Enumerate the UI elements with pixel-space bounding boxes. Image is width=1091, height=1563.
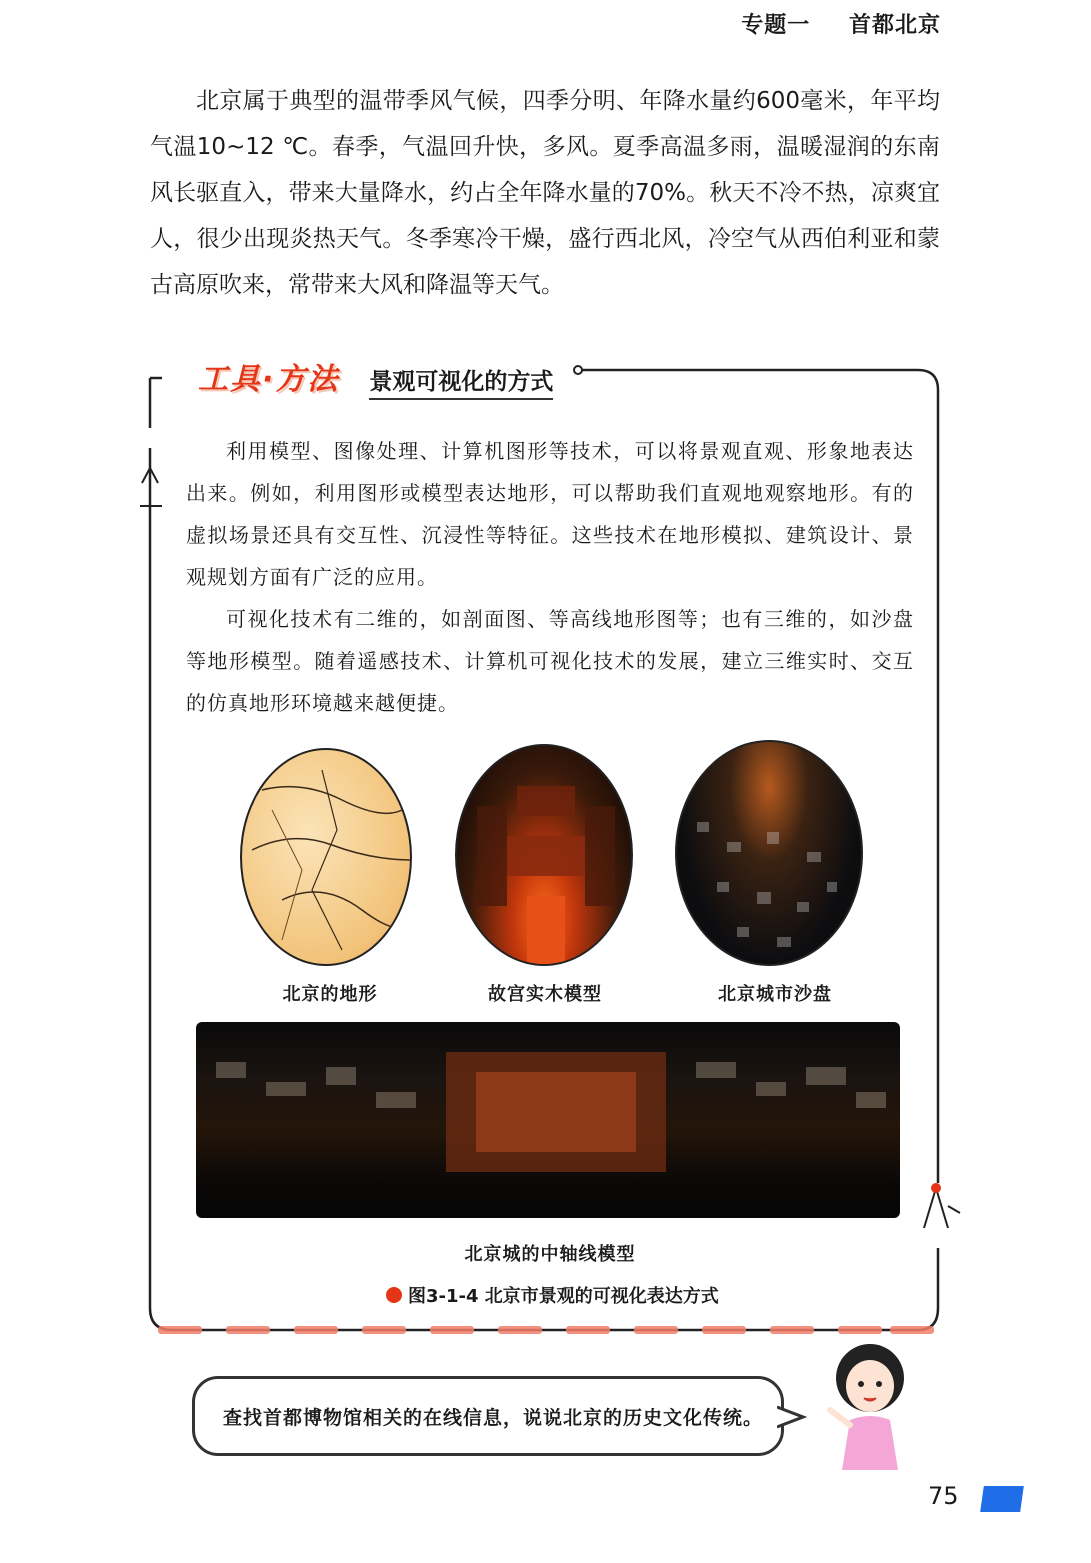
central-axis-model-image [196, 1022, 900, 1218]
beijing-terrain-image [240, 748, 412, 966]
caption-sand-table: 北京城市沙盘 [718, 984, 832, 1005]
figure-marker-icon [386, 1287, 402, 1303]
beijing-city-sand-table-image [675, 740, 863, 966]
caption-palace-model: 故宫实木模型 [488, 984, 602, 1005]
page-number: 75 [928, 1482, 959, 1510]
figure-caption-text: 图3-1-4 北京市景观的可视化表达方式 [408, 1286, 719, 1307]
caption-central-axis: 北京城的中轴线模型 [464, 1244, 636, 1265]
forbidden-city-wood-model-image [455, 744, 633, 966]
chapter-label: 专题一 [741, 13, 811, 38]
box-paragraph-1: 利用模型、图像处理、计算机图形等技术，可以将景观直观、形象地表达出来。例如，利用图形或模型表达地形，可以帮助我们直观地观察地形。有的虚拟场景还具有交互性、沉浸性等特征。这些技术在地形模拟、建筑设计、景观规划方面有广泛的应用。 [186, 439, 914, 589]
page-tab-marker [980, 1486, 1024, 1512]
figure-caption [386, 1282, 719, 1308]
tool-method-label: 工具·方法 [198, 362, 340, 397]
chapter-title: 首都北京 [848, 13, 941, 38]
speech-bubble [192, 1376, 784, 1456]
speech-bubble-text: 查找首都博物馆相关的在线信息，说说北京的历史文化传统。 [223, 1407, 764, 1429]
intro-paragraph: 北京属于典型的温带季风气候，四季分明、年降水量约600毫米，年平均气温10~12 ℃。春季，气温回升快，多风。夏季高温多雨，温暖湿润的东南风长驱直入，带来大量降水，约占全年降水量的70%。秋天不冷不热，凉爽宜人，很少出现炎热天气。冬季寒冷干燥，盛行西北风，冷空气从西伯利亚和蒙古高原吹来，常带来大风和降温等天气。 [150, 88, 940, 298]
bubble-tail-icon [777, 1403, 807, 1433]
girl-character-icon [820, 1340, 920, 1480]
caption-terrain: 北京的地形 [282, 984, 378, 1005]
box-paragraph-2: 可视化技术有二维的，如剖面图、等高线地形图等；也有三维的，如沙盘等地形模型。随着遥感技术、计算机可视化技术的发展，建立三维实时、交互的仿真地形环境越来越便捷。 [186, 607, 914, 715]
page-header [741, 8, 941, 39]
tool-method-box [150, 362, 940, 1336]
box-subtitle: 景观可视化的方式 [369, 363, 553, 400]
box-title [190, 354, 561, 400]
